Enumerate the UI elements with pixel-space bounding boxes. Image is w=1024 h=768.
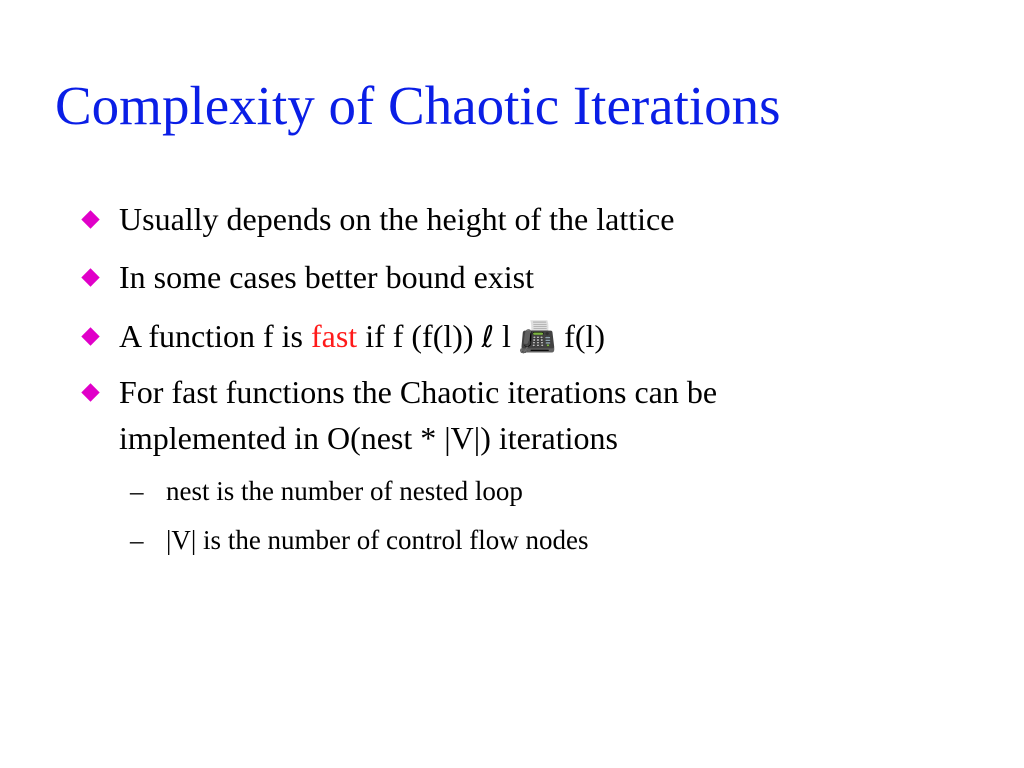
sub-bullet-text: |V| is the number of control flow nodes [166,525,589,555]
sub-bullet-text: nest is the number of nested loop [166,476,523,506]
slide-title: Complexity of Chaotic Iterations [55,75,781,136]
diamond-bullet-icon [81,383,99,401]
bullet-text-line-1: For fast functions the Chaotic iterations can be [119,374,718,410]
script-l-symbol-icon: ℓ [481,320,494,355]
dash-marker: – [130,525,144,555]
dash-marker: – [130,476,144,506]
bullet-text [119,312,605,362]
diamond-bullet-icon [81,210,99,228]
bullet-text-prefix: A function f is [119,318,311,354]
diamond-bullet-icon [81,327,99,345]
bullet-text-line-2: implemented in O(nest * |V|) iterations [119,420,618,456]
bullet-text-formula: if f (f(l)) [357,318,482,354]
bullet-text-middle: l [493,318,519,354]
bullet-text-end: f(l) [556,318,606,354]
fax-machine-symbol-icon: 📠 [518,320,557,355]
diamond-bullet-icon [81,268,99,286]
fast-emphasis: fast [310,318,358,354]
bullet-text: Usually depends on the height of the lattice [119,201,675,237]
bullet-text: In some cases better bound exist [119,259,534,295]
